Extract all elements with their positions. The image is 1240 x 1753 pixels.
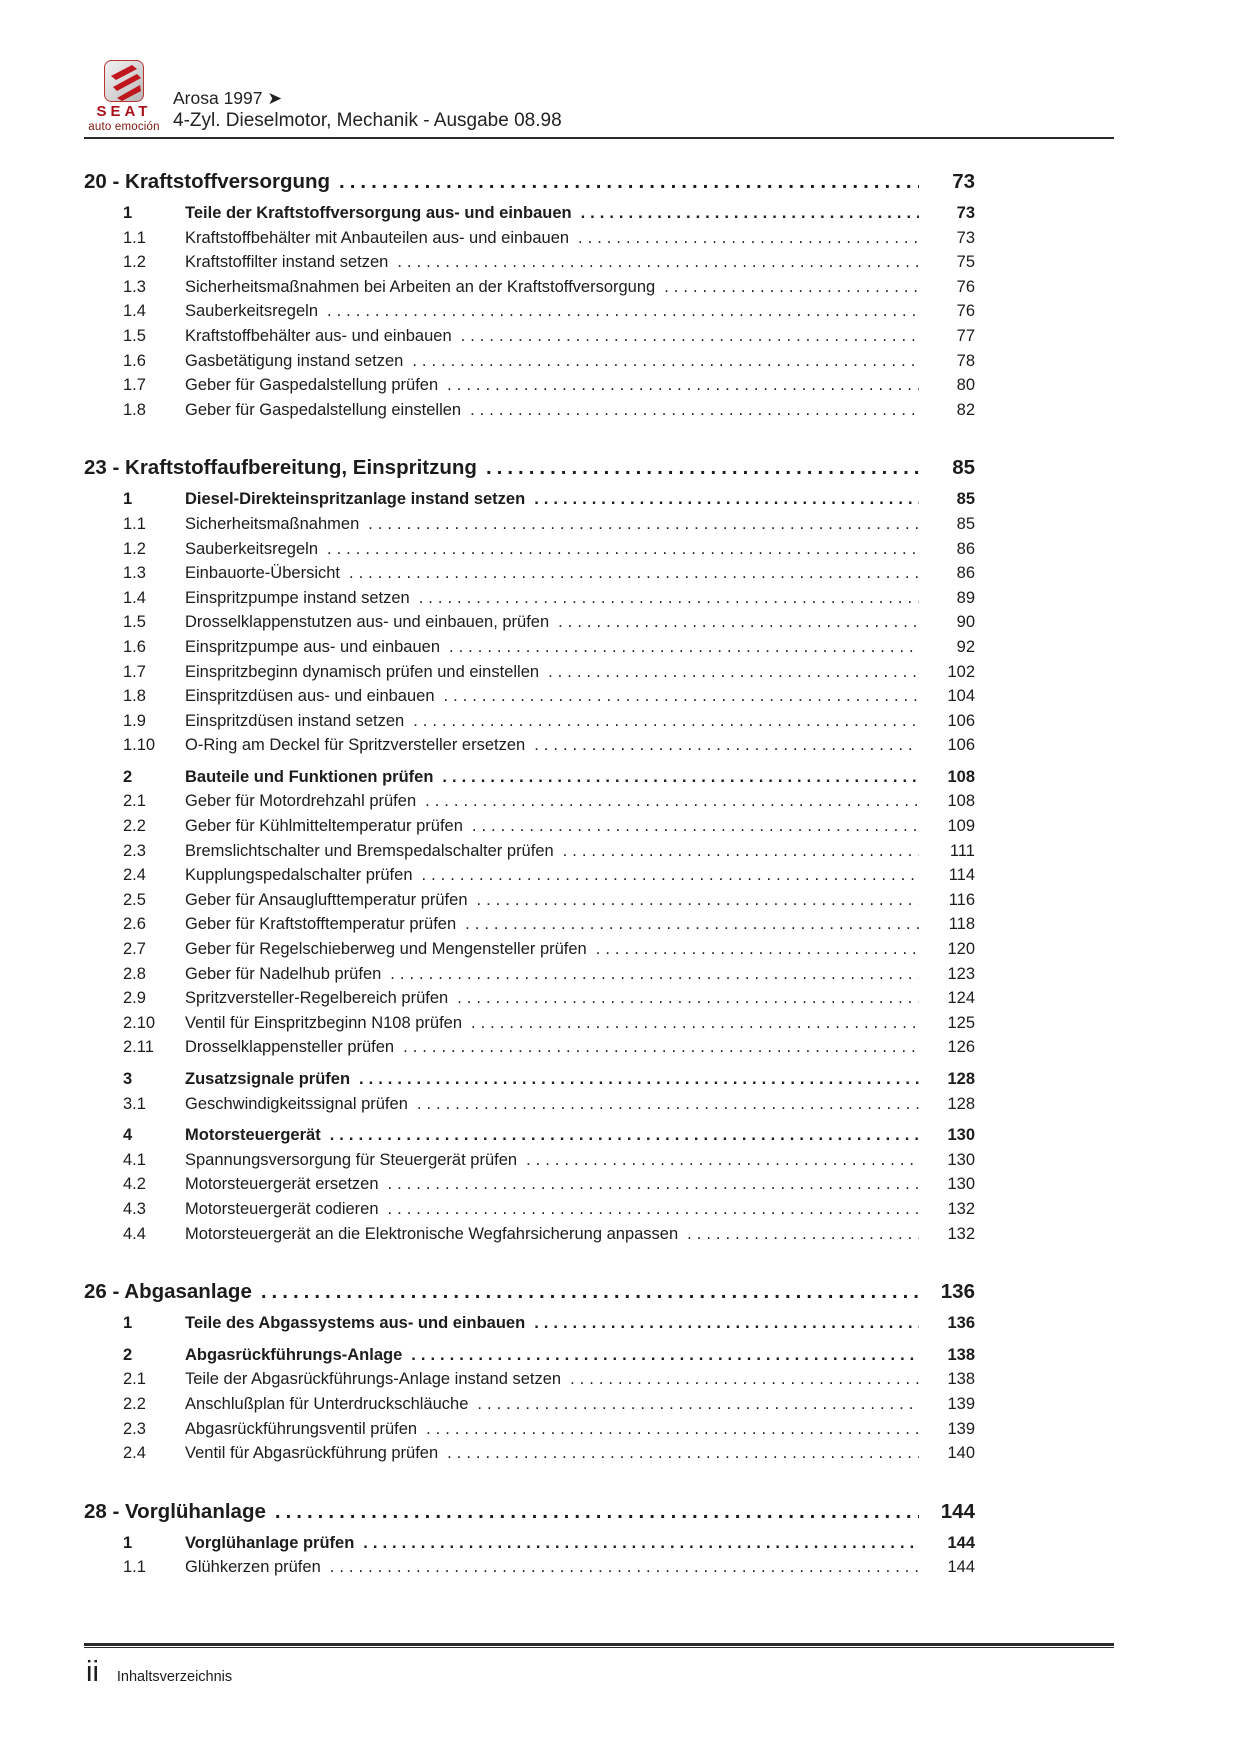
entry-title: Geber für Regelschieberweg und Mengensteller prüfen [185,940,587,959]
entry-page-number: 108 [947,767,975,786]
dot-leader [477,888,920,913]
dot-leader [477,1392,919,1417]
entry-number: 2.2 [123,1394,146,1413]
entry-number: 3.1 [123,1094,146,1113]
dot-leader [388,1197,919,1222]
entry-page-number: 108 [947,792,975,811]
entry-page-number: 82 [956,400,975,419]
toc-entry [84,398,975,423]
dot-leader [412,349,919,374]
dot-leader [349,561,919,586]
toc-entry [84,962,975,987]
entry-title: Gasbetätigung instand setzen [185,351,404,370]
toc-entry [84,789,975,814]
chapter-title: 26 - Abgasanlage [84,1280,252,1304]
toc-entry [84,275,975,300]
entry-number: 2.3 [123,841,146,860]
entry-page-number: 130 [947,1150,975,1169]
toc-entry [84,1417,975,1442]
entry-page-number: 144 [947,1558,975,1577]
entry-page-number: 120 [947,940,975,959]
header-subtitle-line: 4-Zyl. Dieselmotor, Mechanik - Ausgabe 08.98 [173,110,562,131]
dot-leader [461,324,919,349]
entry-title: Geber für Motordrehzahl prüfen [185,792,417,811]
entry-number: 2.3 [123,1419,146,1438]
entry-number: 4 [123,1126,133,1145]
entry-title: Einspritzdüsen instand setzen [185,711,405,730]
dot-leader [419,586,919,611]
entry-page-number: 102 [947,662,975,681]
entry-title: Geber für Gaspedalstellung prüfen [185,376,439,395]
entry-page-number: 138 [947,1370,975,1389]
entry-number: 2.2 [123,817,146,836]
dot-leader [534,1311,919,1336]
entry-title: Kraftstoffbehälter aus- und einbauen [185,326,452,345]
dot-leader [368,512,919,537]
entry-number: 1.7 [123,662,146,681]
seat-logo [80,60,168,133]
entry-number: 1.10 [123,736,156,755]
dot-leader [359,1067,919,1092]
entry-title: Motorsteuergerät ersetzen [185,1175,379,1194]
dot-leader [563,839,919,864]
toc-entry [84,324,975,349]
seat-s-logo-icon [104,60,144,102]
toc-entry [84,349,975,374]
entry-title: Sauberkeitsregeln [185,539,318,558]
dot-leader [330,1555,919,1580]
seat-tagline-text: auto emoción [88,121,160,133]
toc-entry [84,912,975,937]
entry-title: Diesel-Direkteinspritzanlage instand setzen [185,490,526,509]
entry-page-number: 128 [947,1094,975,1113]
dot-leader [664,275,919,300]
entry-page-number: 139 [947,1419,975,1438]
entry-number: 1.6 [123,351,146,370]
entry-page-number: 75 [956,253,975,272]
entry-page-number: 144 [947,1533,975,1552]
entry-number: 2 [123,1345,133,1364]
toc-entry [84,814,975,839]
toc-entry [84,512,975,537]
entry-title: Abgasrückführungs-Anlage [185,1345,403,1364]
entry-title: Teile der Abgasrückführungs-Anlage instand setzen [185,1370,562,1389]
entry-title: Geber für Kraftstofftemperatur prüfen [185,915,457,934]
entry-number: 1.7 [123,376,146,395]
entry-page-number: 78 [956,351,975,370]
entry-number: 2.8 [123,964,146,983]
entry-number: 2 [123,767,133,786]
toc-entry [84,1197,975,1222]
entry-page-number: 130 [947,1175,975,1194]
entry-number: 1.4 [123,302,146,321]
entry-page-number: 104 [947,687,975,706]
toc-entry [84,1222,975,1247]
entry-title: Anschlußplan für Unterdruckschläuche [185,1394,469,1413]
dot-leader [486,455,919,480]
dot-leader [417,1092,919,1117]
entry-page-number: 106 [947,736,975,755]
toc-entry [84,1392,975,1417]
toc-entry [84,888,975,913]
toc-entry [84,561,975,586]
entry-page-number: 128 [947,1070,975,1088]
toc-entry [84,226,975,251]
toc-entry [84,1441,975,1466]
entry-number: 1.1 [123,228,146,247]
entry-number: 1.9 [123,711,146,730]
dot-leader [339,169,919,194]
entry-number: 1.5 [123,613,146,632]
entry-title: Geber für Nadelhub prüfen [185,964,382,983]
entry-title: Sicherheitsmaßnahmen bei Arbeiten an der Kraftstoffversorgung [185,277,656,296]
entry-number: 2.9 [123,989,146,1008]
toc-entry [84,709,975,734]
entry-title: Teile des Abgassystems aus- und einbauen [185,1314,526,1333]
toc-entry [84,660,975,685]
dot-leader [390,962,919,987]
dot-leader [472,814,919,839]
dot-leader [449,635,919,660]
entry-number: 1 [123,1314,133,1333]
toc-chapter-heading [84,1499,975,1524]
dot-leader [330,1123,919,1148]
toc-entry [84,1092,975,1117]
toc-entry [84,839,975,864]
dot-leader [413,709,919,734]
entry-number: 1.8 [123,400,146,419]
entry-number: 1 [123,204,133,222]
toc-entry [84,610,975,635]
toc-entry [84,635,975,660]
entry-page-number: 116 [948,890,975,909]
toc-entry [84,1148,975,1173]
toc-entry [84,733,975,758]
entry-number: 1 [123,490,133,509]
entry-number: 4.3 [123,1199,146,1218]
seat-brand-text: SEAT [96,103,152,120]
entry-title: Spritzversteller-Regelbereich prüfen [185,989,449,1008]
dot-leader [447,373,919,398]
entry-title: Teile der Kraftstoffversorgung aus- und einbauen [185,204,572,222]
entry-title: Kraftstoffbehälter mit Anbauteilen aus- und einbauen [185,228,570,247]
dot-leader [327,537,919,562]
entry-page-number: 86 [956,539,975,558]
toc-entry [84,250,975,275]
dot-leader [534,487,919,512]
toc-entry [84,1531,975,1556]
entry-page-number: 125 [947,1013,975,1032]
toc-entry [84,201,975,226]
entry-page-number: 92 [956,637,975,656]
entry-title: Einspritzbeginn dynamisch prüfen und einstellen [185,662,540,681]
entry-page-number: 76 [956,302,975,321]
toc-entry [84,937,975,962]
toc-entry [84,1367,975,1392]
chapter-title: 28 - Vorglühanlage [84,1499,266,1523]
entry-number: 1 [123,1533,133,1552]
toc-entry [84,373,975,398]
entry-number: 1.3 [123,564,146,583]
entry-title: O-Ring am Deckel für Spritzversteller ersetzen [185,736,526,755]
toc-entry [84,684,975,709]
toc-entry [84,1555,975,1580]
entry-number: 1.2 [123,539,146,558]
entry-page-number: 86 [956,564,975,583]
header-model-line: Arosa 1997 ➤ [173,88,283,108]
entry-title: Bauteile und Funktionen prüfen [185,767,434,786]
entry-page-number: 73 [956,228,975,247]
toc-chapter-heading [84,169,975,194]
entry-title: Einbauorte-Übersicht [185,564,340,583]
toc-entry [84,537,975,562]
entry-number: 2.10 [123,1013,156,1032]
dot-leader [596,937,919,962]
dot-leader [534,733,919,758]
dot-leader [363,1531,919,1556]
toc-entry [84,1123,975,1148]
footer-rule [84,1643,1114,1648]
entry-number: 2.7 [123,940,146,959]
entry-title: Geber für Ansauglufttemperatur prüfen [185,890,468,909]
entry-title: Motorsteuergerät an die Elektronische Wegfahrsicherung anpassen [185,1224,679,1243]
dot-leader [470,398,919,423]
dot-leader [442,765,919,790]
entry-page-number: 126 [947,1038,975,1057]
entry-number: 2.11 [123,1038,154,1057]
dot-leader [275,1499,919,1524]
toc-entry [84,1035,975,1060]
entry-number: 4.1 [123,1150,146,1169]
entry-title: Einspritzpumpe instand setzen [185,588,410,607]
entry-page-number: 130 [947,1126,975,1145]
entry-page-number: 123 [947,964,975,983]
entry-title: Bremslichtschalter und Bremspedalschalter prüfen [185,841,554,860]
entry-title: Motorsteuergerät [185,1126,321,1145]
entry-page-number: 138 [947,1345,975,1364]
entry-title: Drosselklappensteller prüfen [185,1038,395,1057]
toc-entry [84,765,975,790]
entry-title: Sauberkeitsregeln [185,302,318,321]
entry-title: Abgasrückführungsventil prüfen [185,1419,418,1438]
entry-page-number: 136 [947,1314,975,1333]
entry-page-number: 89 [956,588,975,607]
entry-page-number: 139 [947,1394,975,1413]
entry-number: 1.2 [123,253,146,272]
entry-title: Ventil für Einspritzbeginn N108 prüfen [185,1013,463,1032]
toc-chapter-heading [84,455,975,480]
entry-title: Kupplungspedalschalter prüfen [185,866,413,885]
entry-number: 1.3 [123,277,146,296]
entry-title: Vorglühanlage prüfen [185,1533,355,1552]
entry-number: 2.6 [123,915,146,934]
entry-number: 1.4 [123,588,146,607]
entry-page-number: 140 [947,1444,975,1463]
page-header [173,88,562,133]
entry-number: 1.1 [123,1558,146,1577]
entry-page-number: 132 [947,1224,975,1243]
dot-leader [570,1367,919,1392]
toc-entry [84,487,975,512]
entry-number: 1.1 [123,514,146,533]
entry-page-number: 80 [956,376,975,395]
entry-page-number: 132 [947,1199,975,1218]
entry-title: Glühkerzen prüfen [185,1558,321,1577]
toc-entry [84,1011,975,1036]
entry-title: Spannungsversorgung für Steuergerät prüfen [185,1150,518,1169]
toc-entry [84,863,975,888]
table-of-contents [84,139,975,1580]
chapter-page-number: 73 [952,170,975,193]
entry-number: 1.8 [123,687,146,706]
entry-page-number: 76 [956,277,975,296]
page-footer [86,1655,232,1689]
entry-title: Geber für Gaspedalstellung einstellen [185,400,462,419]
dot-leader [261,1279,919,1304]
entry-title: Geschwindigkeitssignal prüfen [185,1094,408,1113]
dot-leader [578,226,919,251]
entry-number: 4.2 [123,1175,146,1194]
dot-leader [465,912,919,937]
footer-label: Inhaltsverzeichnis [116,1669,233,1685]
entry-page-number: 85 [956,514,975,533]
chapter-page-number: 136 [940,1280,975,1304]
dot-leader [687,1222,919,1247]
dot-leader [422,863,920,888]
dot-leader [457,986,919,1011]
dot-leader [411,1343,919,1368]
toc-entry [84,1172,975,1197]
dot-leader [425,789,919,814]
dot-leader [558,610,919,635]
toc-entry [84,586,975,611]
dot-leader [388,1172,919,1197]
entry-number: 4.4 [123,1224,146,1243]
toc-entry [84,299,975,324]
dot-leader [471,1011,919,1036]
dot-leader [444,684,919,709]
toc-chapter-heading [84,1279,975,1304]
dot-leader [397,250,919,275]
entry-title: Drosselklappenstutzen aus- und einbauen, prüfen [185,613,550,632]
entry-title: Sicherheitsmaßnahmen [185,514,360,533]
entry-title: Zusatzsignale prüfen [185,1070,351,1088]
dot-leader [426,1417,919,1442]
dot-leader [447,1441,919,1466]
entry-number: 2.1 [123,792,146,811]
entry-number: 1.6 [123,637,146,656]
entry-page-number: 73 [956,204,975,222]
entry-page-number: 90 [956,613,975,632]
entry-number: 2.4 [123,1444,146,1463]
entry-number: 2.1 [123,1370,146,1389]
entry-title: Kraftstoffilter instand setzen [185,253,389,272]
entry-title: Einspritzpumpe aus- und einbauen [185,637,441,656]
dot-leader [526,1148,919,1173]
entry-number: 2.4 [123,866,146,885]
entry-page-number: 85 [956,490,975,509]
toc-entry [84,986,975,1011]
entry-page-number: 106 [947,711,975,730]
chapter-page-number: 85 [952,456,975,480]
toc-entry [84,1067,975,1092]
entry-page-number: 118 [948,915,975,934]
toc-entry [84,1343,975,1368]
entry-title: Ventil für Abgasrückführung prüfen [185,1444,439,1463]
entry-title: Geber für Kühlmitteltemperatur prüfen [185,817,463,836]
entry-page-number: 111 [949,841,975,860]
chapter-page-number: 144 [940,1499,975,1523]
entry-title: Motorsteuergerät codieren [185,1199,379,1218]
dot-leader [403,1035,919,1060]
entry-number: 2.5 [123,890,146,909]
entry-page-number: 114 [948,866,975,885]
toc-entry [84,1311,975,1336]
entry-page-number: 124 [947,989,975,1008]
entry-page-number: 109 [947,817,975,836]
dot-leader [548,660,919,685]
chapter-title: 23 - Kraftstoffaufbereitung, Einspritzung [84,456,477,480]
dot-leader [581,201,919,226]
dot-leader [327,299,919,324]
entry-number: 1.5 [123,326,146,345]
entry-page-number: 77 [956,326,975,345]
entry-number: 3 [123,1070,133,1088]
entry-title: Einspritzdüsen aus- und einbauen [185,687,435,706]
chapter-title: 20 - Kraftstoffversorgung [84,170,331,193]
footer-page-number: ii [86,1656,99,1688]
